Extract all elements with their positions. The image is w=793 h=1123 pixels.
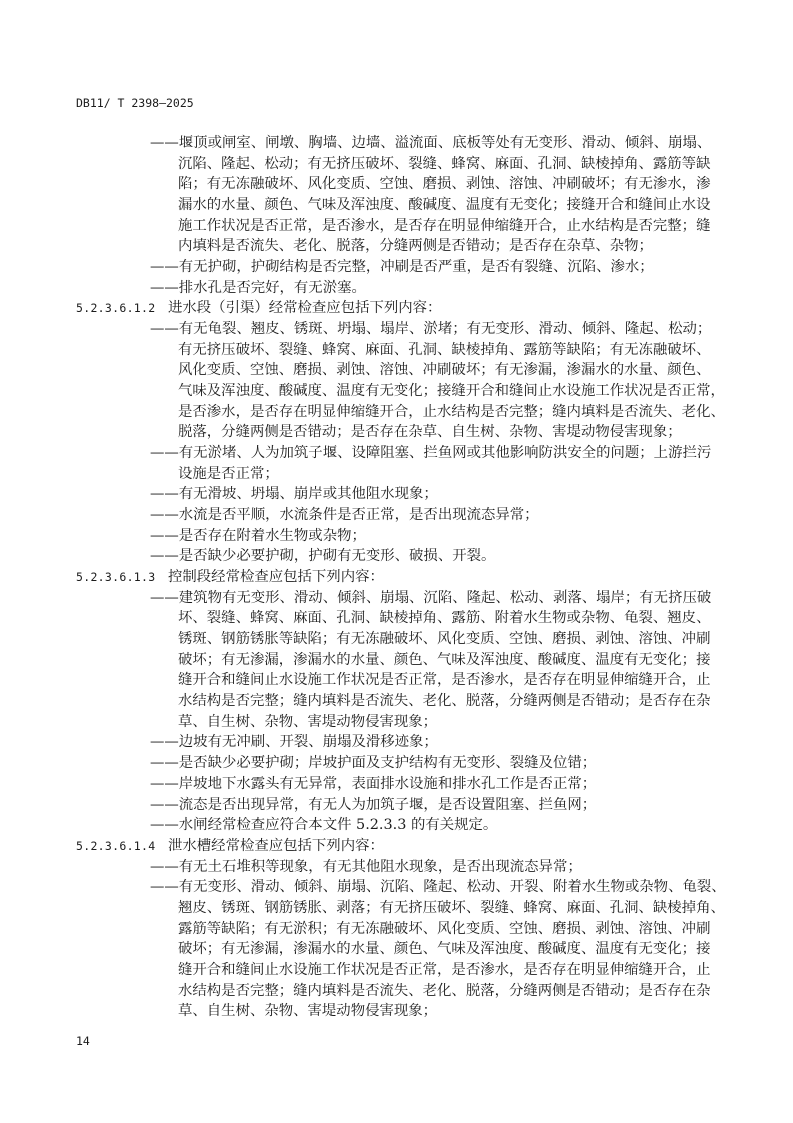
list-item-line: 有无挤压破坏、裂缝、蜂窝、麻面、孔洞、缺棱掉角、露筋等缺陷；有无冻融破坏、 xyxy=(178,341,711,358)
list-item-line: ——是否缺少必要护砌，护砌有无变形、破损、开裂。 xyxy=(150,548,496,565)
list-item-line: ——有无护砌，护砌结构是否完整，冲刷是否严重，是否有裂缝、沉陷、渗水； xyxy=(150,259,654,276)
list-item-line: 缝开合和缝间止水设施工作状况是否正常，是否渗水，是否存在明显伸缩缝开合，止 xyxy=(178,961,711,978)
list-item-line: 沉陷、隆起、松动；有无挤压破坏、裂缝、蜂窝、麻面、孔洞、缺棱掉角、露筋等缺 xyxy=(178,155,711,172)
clause-number: 5.2.3.6.1.4 xyxy=(76,838,156,853)
list-item-line: 脱落，分缝两侧是否错动；是否存在杂草、自生树、杂物、害堤动物侵害现象； xyxy=(178,424,682,441)
list-item xyxy=(0,857,793,878)
clause-heading xyxy=(0,836,793,857)
list-item-line: 缝开合和缝间止水设施工作状况是否正常，是否渗水，是否存在明显伸缩缝开合，止 xyxy=(178,672,711,689)
list-item-line: 草、自生树、杂物、害堤动物侵害现象； xyxy=(178,713,438,730)
clause-number: 5.2.3.6.1.3 xyxy=(76,570,156,585)
list-item xyxy=(0,732,793,753)
list-item-line: 内填料是否流失、老化、脱落，分缝两侧是否错动；是否存在杂草、杂物； xyxy=(178,238,653,255)
list-item-line: ——排水孔是否完好，有无淤塞。 xyxy=(150,279,366,296)
list-item-line: ——有无土石堆积等现象，有无其他阻水现象，是否出现流态异常； xyxy=(150,858,582,875)
list-item-line: 气味及浑浊度、酸碱度、温度有无变化；接缝开合和缝间止水设施工作状况是否正常， xyxy=(178,383,725,400)
list-item-line: 是否渗水，是否存在明显伸缩缝开合，止水结构是否完整；缝内填料是否流失、老化、 xyxy=(178,403,725,420)
list-item-line: 露筋等缺陷；有无淤积；有无冻融破坏、风化变质、空蚀、磨损、剥蚀、溶蚀、冲刷 xyxy=(178,920,711,937)
list-item xyxy=(0,133,793,257)
list-item-line: 设施是否正常； xyxy=(178,465,279,482)
document-body xyxy=(0,133,793,1022)
list-item xyxy=(0,443,793,484)
list-item-line: 水结构是否完整；缝内填料是否流失、老化、脱落，分缝两侧是否错动；是否存在杂 xyxy=(178,982,711,999)
list-item xyxy=(0,505,793,526)
list-item-line: 破坏；有无渗漏，渗漏水的水量、颜色、气味及浑浊度、酸碱度、温度有无变化；接 xyxy=(178,651,711,668)
clause-heading xyxy=(0,298,793,319)
clause-heading xyxy=(0,567,793,588)
clause-title: 泄水槽经常检查应包括下列内容： xyxy=(168,837,384,854)
list-item-line: ——有无龟裂、翘皮、锈斑、坍塌、塌岸、淤堵；有无变形、滑动、倾斜、隆起、松动； xyxy=(150,321,712,338)
list-item xyxy=(0,546,793,567)
list-item-line: ——建筑物有无变形、滑动、倾斜、崩塌、沉陷、隆起、松动、剥落、塌岸；有无挤压破 xyxy=(150,589,712,606)
list-item xyxy=(0,588,793,733)
list-item-line: 施工作状况是否正常，是否渗水，是否存在明显伸缩缝开合，止水结构是否完整；缝 xyxy=(178,217,711,234)
list-item-line: 坏、裂缝、蜂窝、麻面、孔洞、缺棱掉角、露筋、附着水生物或杂物、龟裂、翘皮、 xyxy=(178,610,711,627)
list-item xyxy=(0,319,793,443)
list-item-line: 陷；有无冻融破坏、风化变质、空蚀、磨损、剥蚀、溶蚀、冲刷破坏；有无渗水，渗 xyxy=(178,176,711,193)
list-item xyxy=(0,278,793,299)
list-item xyxy=(0,753,793,774)
list-item xyxy=(0,484,793,505)
page-number: 14 xyxy=(76,1034,90,1048)
list-item-line: ——有无变形、滑动、倾斜、崩塌、沉陷、隆起、松动、开裂、附着水生物或杂物、龟裂、 xyxy=(150,879,726,896)
list-item-line: ——有无淤堵、人为加筑子堰、设障阻塞、拦鱼网或其他影响防洪安全的问题；上游拦污 xyxy=(150,445,712,462)
list-item-line: 水结构是否完整；缝内填料是否流失、老化、脱落，分缝两侧是否错动；是否存在杂 xyxy=(178,693,711,710)
list-item xyxy=(0,774,793,795)
list-item xyxy=(0,815,793,836)
list-item xyxy=(0,877,793,1022)
list-item-line: 翘皮、锈斑、钢筋锈胀、剥落；有无挤压破坏、裂缝、蜂窝、麻面、孔洞、缺棱掉角、 xyxy=(178,899,725,916)
document-id: DB11/ T 2398—2025 xyxy=(76,96,194,110)
list-item xyxy=(0,526,793,547)
list-item-line: ——是否缺少必要护砌；岸坡护面及支护结构有无变形、裂缝及位错； xyxy=(150,755,597,772)
list-item-line: 锈斑、钢筋锈胀等缺陷；有无冻融破坏、风化变质、空蚀、磨损、剥蚀、溶蚀、冲刷 xyxy=(178,631,711,648)
list-item-line: 草、自生树、杂物、害堤动物侵害现象； xyxy=(178,1003,438,1020)
list-item xyxy=(0,257,793,278)
list-item-line: ——边坡有无冲刷、开裂、崩塌及滑移迹象； xyxy=(150,734,438,751)
list-item xyxy=(0,795,793,816)
list-item-line: ——堰顶或闸室、闸墩、胸墙、边墙、溢流面、底板等处有无变形、滑动、倾斜、崩塌、 xyxy=(150,135,712,151)
list-item-line: ——是否存在附着水生物或杂物； xyxy=(150,527,366,544)
clause-title: 控制段经常检查应包括下列内容： xyxy=(168,569,384,586)
list-item-line: ——水闸经常检查应符合本文件 5.2.3.3 的有关规定。 xyxy=(150,817,498,834)
clause-title: 进水段（引渠）经常检查应包括下列内容： xyxy=(168,300,442,317)
list-item-line: ——有无滑坡、坍塌、崩岸或其他阻水现象； xyxy=(150,486,438,503)
list-item-line: ——流态是否出现异常，有无人为加筑子堰，是否设置阻塞、拦鱼网； xyxy=(150,796,597,813)
list-item-line: ——岸坡地下水露头有无异常，表面排水设施和排水孔工作是否正常； xyxy=(150,775,597,792)
clause-number: 5.2.3.6.1.2 xyxy=(76,301,156,316)
list-item-line: 风化变质、空蚀、磨损、剥蚀、溶蚀、冲刷破坏；有无渗漏，渗漏水的水量、颜色、 xyxy=(178,362,711,379)
list-item-line: 破坏；有无渗漏，渗漏水的水量、颜色、气味及浑浊度、酸碱度、温度有无变化；接 xyxy=(178,941,711,958)
list-item-line: ——水流是否平顺，水流条件是否正常，是否出现流态异常； xyxy=(150,507,539,524)
list-item-line: 漏水的水量、颜色、气味及浑浊度、酸碱度、温度有无变化；接缝开合和缝间止水设 xyxy=(178,197,711,214)
